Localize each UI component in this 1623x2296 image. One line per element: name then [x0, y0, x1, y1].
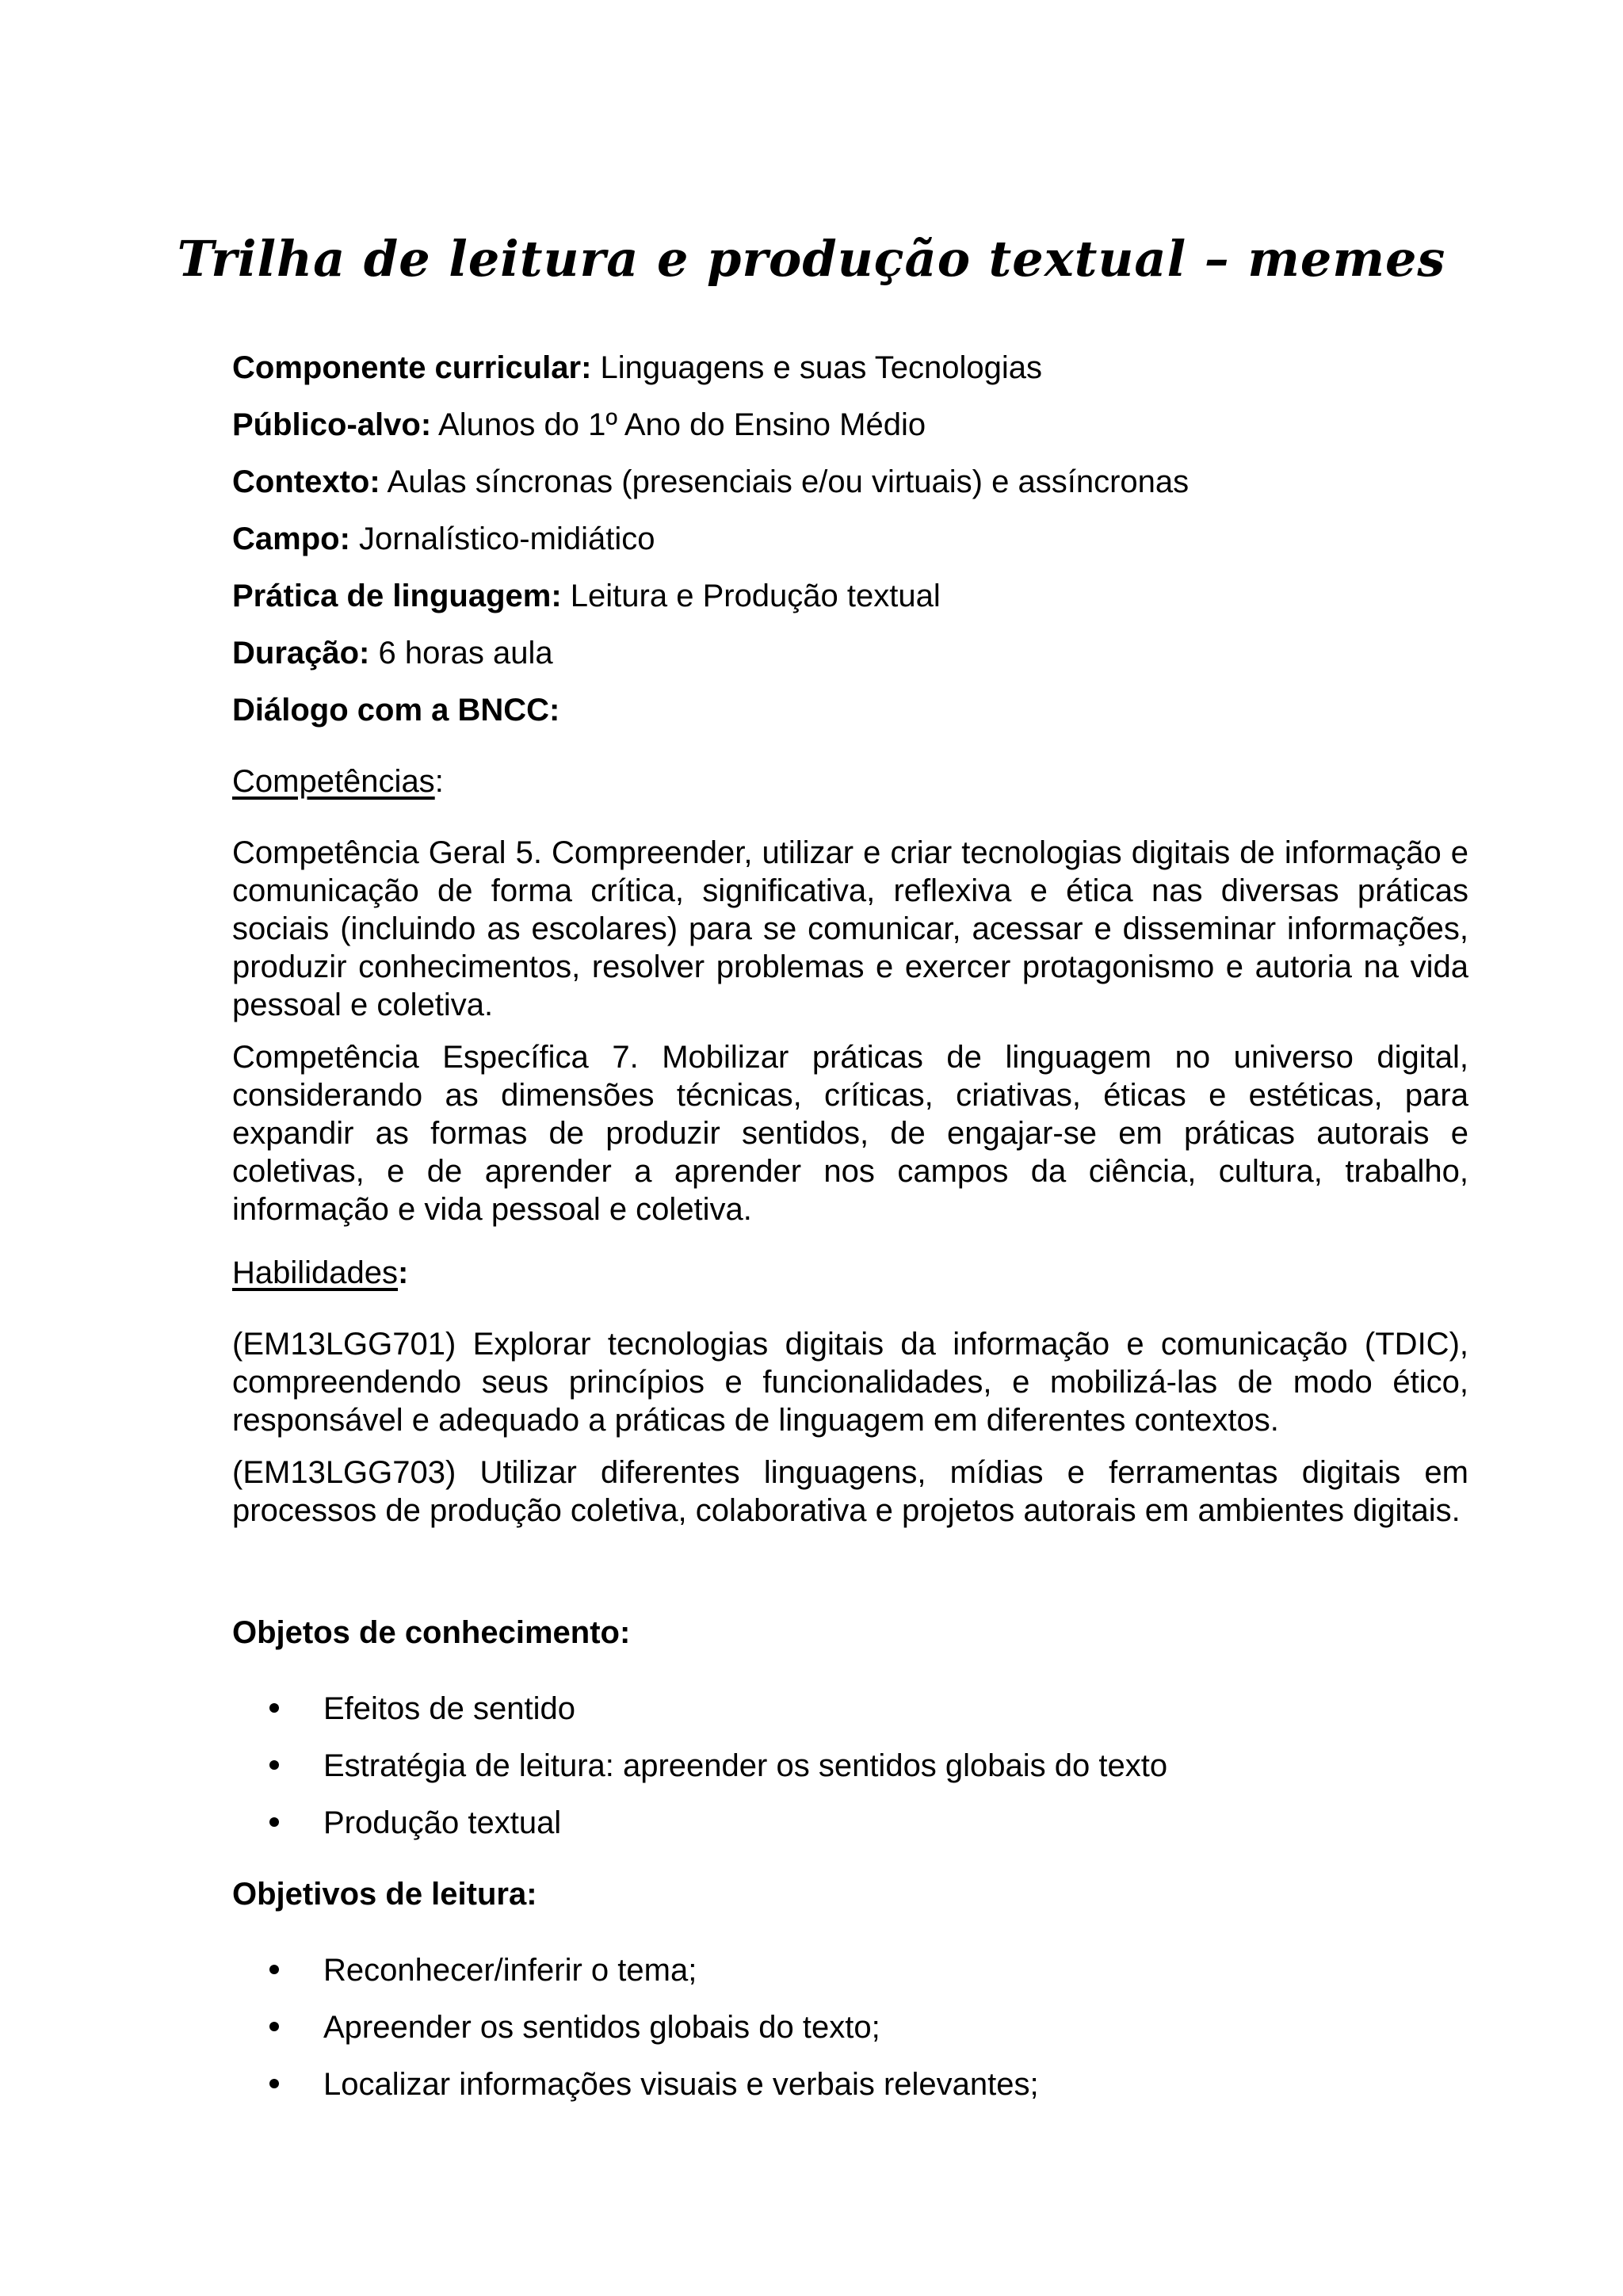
- field-label: Componente curricular:: [232, 350, 592, 385]
- field-componente-curricular: [232, 349, 1042, 387]
- field-duracao: [232, 634, 553, 672]
- list-item-text: Efeitos de sentido: [323, 1691, 575, 1726]
- bullet-icon: [269, 2022, 279, 2031]
- field-value: Leitura e Produção textual: [561, 579, 941, 613]
- field-label: Diálogo com a BNCC:: [232, 693, 560, 728]
- field-contexto: [232, 463, 1189, 501]
- field-pratica-de-linguagem: [232, 577, 941, 615]
- list-item-text: Reconhecer/inferir o tema;: [323, 1953, 697, 1988]
- list-item-text: Estratégia de leitura: apreender os sentidos globais do texto: [323, 1748, 1168, 1783]
- list-item: [269, 1747, 1167, 1785]
- field-value: 6 horas aula: [369, 636, 553, 670]
- bullet-icon: [269, 2079, 279, 2088]
- field-value: Aulas síncronas (presenciais e/ou virtuais) e assíncronas: [380, 464, 1190, 499]
- objetos-heading: Objetos de conhecimento:: [232, 1615, 631, 1650]
- list-item: [269, 1951, 697, 1989]
- competencia-geral-5: Competência Geral 5. Compreender, utilizar e criar tecnologias digitais de informação e comunicação de forma crítica, significativa, reflexiva e ética nas diversas práticas sociais (incluindo as escolares) para se comunicar, acessar e disseminar informações, produzir conhecimentos, resolver problemas e exercer protagonismo e autoria na vida pessoal e coletiva.: [232, 835, 1468, 1022]
- list-item: [269, 2008, 880, 2046]
- habilidades-heading-suffix: :: [398, 1255, 409, 1290]
- habilidades-heading-text: Habilidades: [232, 1255, 399, 1290]
- document-title: Trilha de leitura e produção textual – memes: [177, 230, 1446, 288]
- bullet-icon: [269, 1817, 279, 1827]
- habilidade-em13lgg703: (EM13LGG703) Utilizar diferentes linguagens, mídias e ferramentas digitais em processos de produção coletiva, colaborativa e projetos autorais em ambientes digitais.: [232, 1455, 1468, 1528]
- field-publico-alvo: [232, 406, 926, 444]
- field-label: Público-alvo:: [232, 407, 432, 442]
- list-item-text: Localizar informações visuais e verbais relevantes;: [323, 2067, 1039, 2102]
- field-label: Duração:: [232, 636, 370, 670]
- field-campo: [232, 520, 655, 558]
- list-item-text: Produção textual: [323, 1805, 562, 1840]
- list-item-text: Apreender os sentidos globais do texto;: [323, 2010, 880, 2045]
- list-item: [269, 1804, 561, 1842]
- field-label: Contexto:: [232, 464, 380, 499]
- list-item: [269, 1690, 575, 1728]
- habilidade-em13lgg701: (EM13LGG701) Explorar tecnologias digitais da informação e comunicação (TDIC), compreendendo seus princípios e funcionalidades, e mobilizá-las de modo ético, responsável e adequado a práticas de linguagem em diferentes contextos.: [232, 1327, 1468, 1438]
- field-value: Alunos do 1º Ano do Ensino Médio: [431, 407, 926, 442]
- competencias-heading: [232, 762, 444, 800]
- objetivos-heading: Objetivos de leitura:: [232, 1877, 537, 1912]
- bullet-icon: [269, 1703, 279, 1713]
- field-dialogo-bncc: [232, 691, 559, 729]
- field-value: Jornalístico-midiático: [349, 521, 655, 556]
- field-value: Linguagens e suas Tecnologias: [591, 350, 1042, 385]
- habilidades-heading: [232, 1254, 408, 1292]
- competencia-especifica-7: Competência Específica 7. Mobilizar práticas de linguagem no universo digital, considerando as dimensões técnicas, críticas, criativas, éticas e estéticas, para expandir as formas de produzir sentidos, de engajar-se em práticas autorais e coletivas, e de aprender a aprender nos campos da ciência, cultura, trabalho, informação e vida pessoal e coletiva.: [232, 1040, 1468, 1227]
- field-label: Prática de linguagem:: [232, 579, 562, 613]
- bullet-icon: [269, 1760, 279, 1770]
- competencias-heading-suffix: :: [434, 764, 444, 799]
- bullet-icon: [269, 1965, 279, 1974]
- list-item: [269, 2065, 1039, 2103]
- competencias-heading-text: Competências: [232, 764, 435, 799]
- field-label: Campo:: [232, 521, 350, 556]
